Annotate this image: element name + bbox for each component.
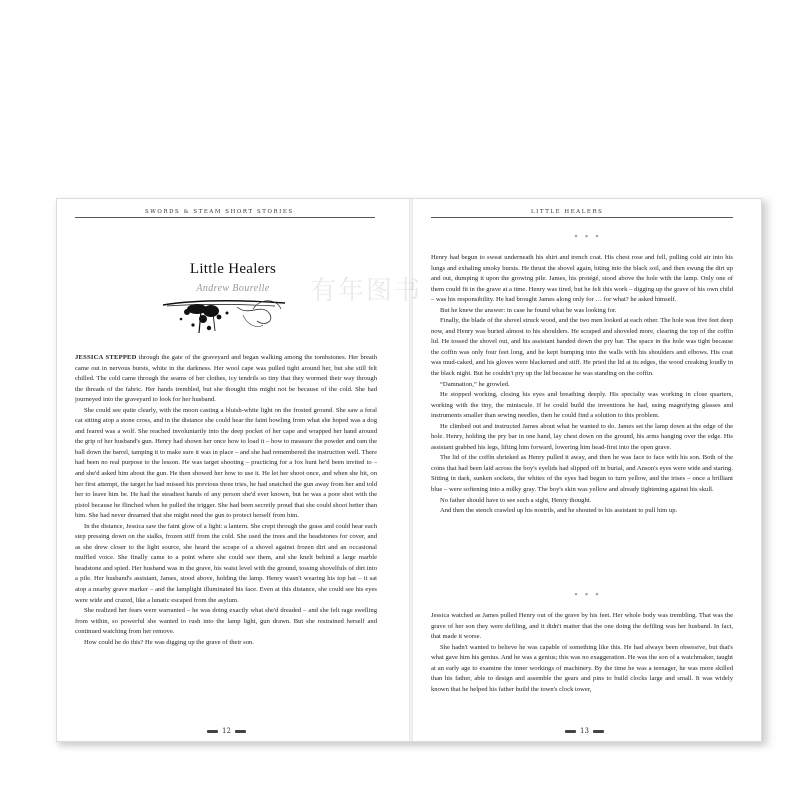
story-title: Little Healers xyxy=(189,261,277,277)
body-paragraph: She could see quite clearly, with the moon casting a bluish-white light on the frosted ground. She saw a feral cat sitting atop a stone cross, and in the distance she could hear the faint howling from what she hoped was a dog and feared was a wolf. She reached involuntarily into the deep pocket of her cape and wrapped her hand around the grip of her husband's gun. Henry had shown her once how to load it – how to measure the powder and ram the ball down the barrel, tamping it to make sure it was in place – and she had remembered the instruction well. There had been no real purpose to the lesson. He was target shooting – practicing for a fox hunt he'd been invited to – and she'd asked him about the gun. He then showed her how to use it. He let her shoot once, and when she hit, on her first attempt, the target he had missed his previous three tries, he had snatched the gun away from her and told her to leave him be. He had the steadiest hands of any person she'd ever known, but he was a poor shot with the pistol because he flinched when he pulled the trigger. She had been secretly proud that she could shoot better than him. She had never dreamed that she might need the gun to protect herself from him. xyxy=(75,406,377,520)
ink-splatter-ornament-icon xyxy=(157,295,289,337)
body-paragraph: He stopped working, closing his eyes and breathing deeply. His specialty was working in close quarters, working with the tiny, the miniscule. If he could build the inventions he had, using magnifying glasses and instruments smaller than sewing needles, then he could find a solution to this problem. xyxy=(431,391,733,420)
body-paragraph: But he knew the answer: in case he found what he was looking for. xyxy=(440,306,617,314)
body-paragraph: And then the stench crawled up his nostrils, and he shouted to his assistant to pull him up. xyxy=(440,507,678,515)
page-number-left: 12 xyxy=(203,727,250,735)
folio-ornament-icon xyxy=(235,730,246,733)
opening-paragraph: JESSICA STEPPED through the gate of the graveyard and began walking among the tombstones. Her breath came out in nervous bursts, white in the darkness. Her wool cape was pulled tight around her, but she still felt chilled. The cold came through the seams of her clothes, icy tendrils so tiny that they wormed their way through the threads of the fabric. Her hands trembled, but she thought this might not be because of the cold. She had journeyed into the graveyard to look for her husband. xyxy=(75,354,377,404)
body-paragraph: The lid of the coffin shrieked as Henry pulled it away, and then he was face to face with his son. Both of the coins that had been laid across the boy's eyelids had slipped off in burial, and Anson's eyes were wide and staring. Sitting in dark, sunken sockets, the whites of the eyes had begun to turn yellow, and the irises – once a brilliant blue – were softening into a milky gray. The boy's skin was yellow and already tightening against his skull. xyxy=(431,454,733,494)
body-paragraph: He climbed out and instructed James about what he wanted to do. James set the lamp down at the edge of the hole. Henry, holding the pry bar in one hand, lay chest down on the ground, his arms hanging over the edge. His assistant grabbed his legs, lifting him forward, lowering him head-first into the open grave. xyxy=(431,422,733,451)
folio-ornament-icon xyxy=(565,730,576,733)
section-separator: * * * xyxy=(574,593,602,599)
header-rule-right xyxy=(431,217,733,218)
folio-ornament-icon xyxy=(207,730,218,733)
book-spread xyxy=(56,198,762,742)
left-body-text xyxy=(75,353,377,711)
story-author: Andrew Bourelle xyxy=(196,283,270,294)
right-body-text-top xyxy=(431,253,733,577)
body-paragraph: No father should have to see such a sight, Henry thought. xyxy=(440,496,592,504)
body-paragraph: She hadn't wanted to believe he was capable of something like this. He had always been obsessive, but that's what gave him his genius. And he was a genius; this was no exaggeration. He was the son of a watchmaker, taught at an early age to examine the inner workings of machinery. By the time he was a teenager, he was more skilled than his father, able to design and assemble the gears and pins to build clocks large and small. It was widely known that he helped his father build the town's clock tower, xyxy=(431,643,733,693)
body-paragraph: In the distance, Jessica saw the faint glow of a light: a lantern. She crept through the grass and could hear each step pressing down on the stalks, frozen stiff from the cold. She used the trees and the headstones for cover, and as she drew closer to the light source, she heard the scrape of a shovel against frozen dirt and an occasional muffled voice. She finally came to a point where she could see them, and she knelt behind a large marble headstone and spied. Her husband was in the grave, his waist level with the ground, tossing shovelfuls of dirt into a pile. Her husband's assistant, James, stood above, holding the lamp. Henry wasn't wearing his top hat – it sat atop a nearby grave marker – and the lamplight illuminated his face. Even at this distance, she could see his eyes were wide and crazed, like a lunatic escaped from the asylum. xyxy=(75,522,377,604)
body-paragraph: “Damnation,” he growled. xyxy=(440,380,510,388)
right-body-text-bottom xyxy=(431,611,733,713)
header-rule-left xyxy=(75,217,375,218)
folio-ornament-icon xyxy=(593,730,604,733)
body-paragraph: Jessica watched as James pulled Henry out of the grave by his feet. Her whole body was trembling. That was the grave of her son they were defiling, and it didn't matter that the one doing the defiling was her husband. In fact, that made it worse. xyxy=(431,612,733,641)
body-paragraph: Finally, the blade of the shovel struck wood, and the two men looked at each other. The hole was five feet deep now, and Henry was buried almost to his shoulders. He scraped and shoveled more, clearing the top of the coffin lid. He tossed the shovel out, and his assistant handed down the pry bar. The space in the hole was tight because the coffin was only four feet long, and he kept bumping into the walls with his shoulders and elbows. His coat was mud-caked, and his gloves were blackened and stiff. He pried the lid at its edges, the wood creaking loudly in the black night. But he couldn't pry up the lid because he was standing on the coffin. xyxy=(431,317,733,378)
drop-lead: JESSICA STEPPED xyxy=(75,354,137,361)
section-separator: * * * xyxy=(574,235,602,241)
body-paragraph: How could he do this? He was digging up the grave of their son. xyxy=(84,638,254,646)
page-number-right: 13 xyxy=(561,727,608,735)
body-paragraph: She realized her fears were warranted – he was doing exactly what she'd dreaded – and she felt rage swelling from within, so powerful she wanted to rush into the lamp light, gun drawn. But she restrained herself and continued watching from her remove. xyxy=(75,607,377,636)
body-paragraph: Henry had begun to sweat underneath his shirt and trench coat. His chest rose and fell, pulling cold air into his lungs and exhaling smoky bursts. He thrust the shovel again, biting into the black soil, and then swung the dirt up and out, dumping it upon the growing pile. James, his protégé, stood above the hole with the lamp. Only one of them could fit in the grave at a time. Henry was tired, but he felt this work – digging up the grave of his own child – was his responsibility. He had brought James along only for … for what? he asked himself. xyxy=(431,254,733,304)
running-head-left: SWORDS & STEAM SHORT STORIES xyxy=(145,209,294,215)
right-page xyxy=(413,199,763,741)
running-head-right: LITTLE HEALERS xyxy=(531,209,604,215)
left-page xyxy=(57,199,409,741)
